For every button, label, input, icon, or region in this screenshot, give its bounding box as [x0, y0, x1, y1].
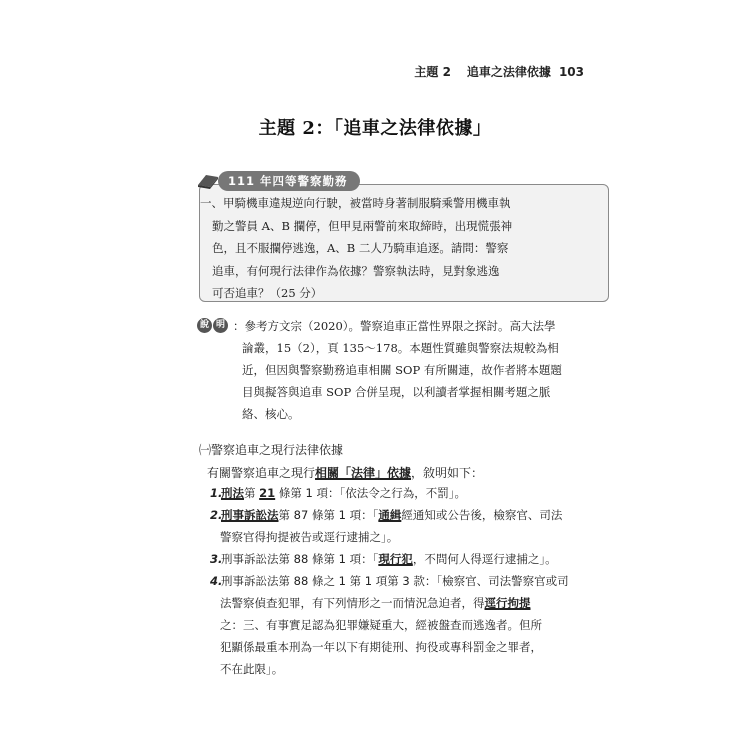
law-item: [210, 482, 605, 504]
law-item-continuation: [210, 636, 605, 658]
law-item-continuation: [210, 658, 605, 680]
law-text: ，不問何人得逕行逮捕之」。: [412, 552, 557, 566]
question-line: 色，且不服攔停逃逸，A、B 二人乃騎車追逐。請問：警察: [212, 241, 509, 255]
law-emphasis: 刑法: [221, 486, 244, 500]
law-item-first-line: [210, 574, 569, 588]
law-item-first-line: [210, 552, 557, 566]
law-text: 經通知或公告後，檢察官、司法: [401, 508, 563, 522]
explanation-line: 近，但因與警察勤務追車相關 SOP 有所關連，故作者將本題題: [242, 363, 562, 377]
running-head-subject: 追車之法律依據: [466, 65, 551, 79]
intro-text: ，敘明如下：: [411, 466, 484, 480]
law-item-number: 3.: [210, 552, 223, 566]
exam-tag-label: 111 年四等警察勤務: [218, 171, 360, 191]
law-list: [210, 482, 605, 680]
law-emphasis: 刑事訴訟法: [221, 508, 279, 522]
law-text: 第: [244, 486, 260, 500]
law-item: [210, 570, 605, 680]
law-item-number: 2.: [210, 508, 223, 522]
explanation-line: 絡、核心。: [242, 407, 300, 421]
law-text: 犯顯係最重本刑為一年以下有期徒刑、拘役或專科罰金之罪者，: [220, 640, 542, 654]
explanation-line: 目與擬答與追車 SOP 合併呈現，以利讀者掌握相關考題之脈: [242, 385, 551, 399]
exam-question-text: [200, 192, 598, 305]
law-emphasis: 逕行拘提: [484, 596, 531, 610]
law-text: 不在此限」。: [220, 662, 284, 676]
explanation-line: ：參考方文宗（2020）。警察追車正當性界限之探討。高大法學: [233, 319, 556, 333]
law-text: 法警察偵查犯罪，有下列情形之一而情況急迫者，得: [220, 596, 485, 610]
running-head-topic: 主題 2: [414, 65, 451, 79]
explanation-line: 論叢，15（2），頁 135～178。本題性質雖與警察法規較為相: [242, 341, 559, 355]
law-text: 第 87 條第 1 項：「: [278, 508, 379, 522]
section-heading: ㈠警察追車之現行法律依據: [199, 443, 344, 457]
law-item-continuation: 警察官得拘提被告或逕行逮捕之」。: [220, 530, 399, 544]
explanation-icon-char: 明: [213, 318, 228, 333]
exam-tag: [196, 170, 360, 192]
law-item-number: 4.: [210, 574, 223, 588]
law-emphasis: 現行犯: [378, 552, 413, 566]
law-text: 之：三、有事實足認為犯罪嫌疑重大，經被盤查而逃逸者。但所: [220, 618, 542, 632]
topic-title: 主題 2：「追車之法律依據」: [258, 118, 492, 139]
law-text: 條第 1 項：「依法令之行為，不罰」。: [275, 486, 466, 500]
law-item: [210, 548, 605, 570]
law-emphasis: 21: [259, 486, 276, 500]
explanation-icon-char: 說: [197, 318, 212, 333]
law-emphasis: 通緝: [378, 508, 402, 522]
law-item-continuation: [210, 614, 605, 636]
law-item: [210, 504, 605, 548]
law-text: 刑事訴訟法第 88 條第 1 項：「: [221, 552, 379, 566]
running-head: [414, 63, 584, 80]
section-intro: [207, 464, 483, 481]
question-line: 勤之警員 A、B 攔停，但甲見兩警前來取締時，出現慌張神: [212, 218, 513, 233]
explanation-icon: [197, 318, 229, 333]
intro-text: 有關警察追車之現行: [207, 466, 316, 480]
law-item-number: 1.: [210, 486, 223, 500]
question-line: 追車，有何現行法律作為依據？警察執法時，見對象逃逸: [212, 263, 500, 278]
question-line: 一、甲騎機車違規逆向行駛，被當時身著制服騎乘警用機車執: [200, 196, 511, 210]
law-item-first-line: [210, 508, 562, 522]
book-icon: [196, 171, 220, 191]
law-item-continuation: [210, 592, 605, 614]
intro-emphasis: 相關「法律」依據: [315, 466, 412, 480]
law-item-first-line: [210, 486, 466, 500]
law-text: 刑事訴訟法第 88 條之 1 第 1 項第 3 款：「檢察官、司法警察官或司: [221, 574, 569, 588]
explanation-text: [233, 315, 613, 425]
page-number: 103: [558, 65, 584, 79]
question-line: 可否追車？（25 分）: [212, 286, 323, 300]
